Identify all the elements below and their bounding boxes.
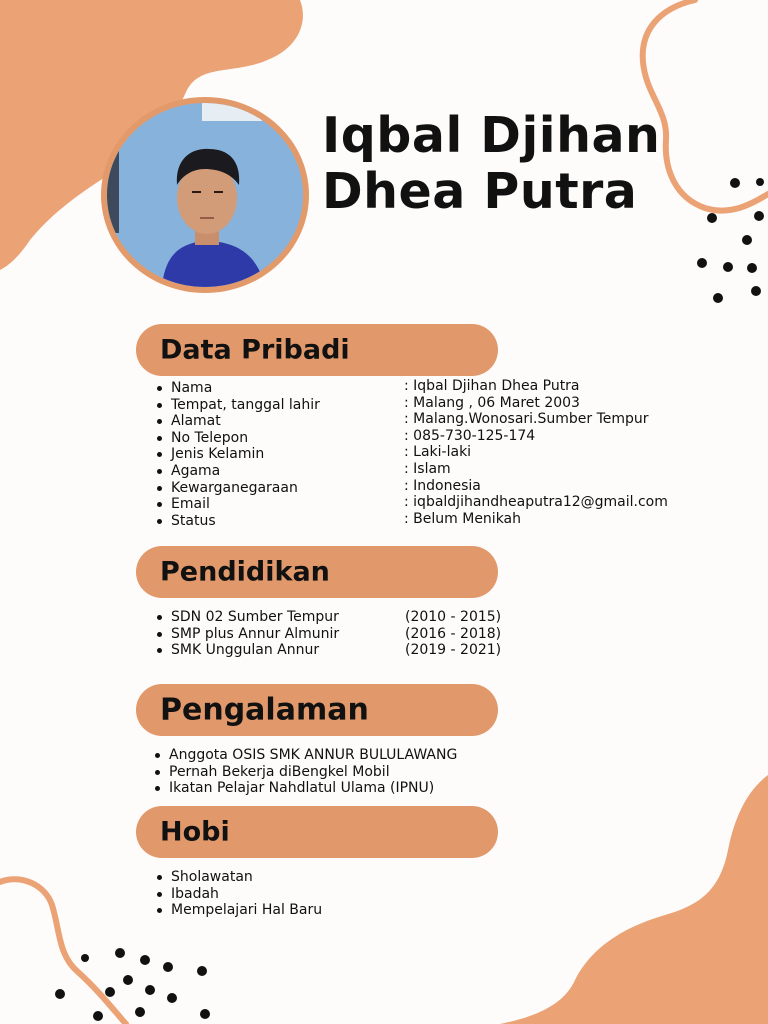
field-value: : Malang , 06 Maret 2003 [404,394,580,411]
profile-photo [101,97,309,293]
data-pribadi-labels [154,380,320,529]
school-name: SDN 02 Sumber Tempur [154,609,339,626]
section-hobi-header [136,806,498,858]
field-label: Kewarganegaraan [154,480,320,497]
full-name [322,108,702,220]
school-name: SMP plus Annur Almunir [154,626,339,643]
pendidikan-years [405,609,501,659]
section-title: Data Pribadi [160,334,350,366]
field-value: : Islam [404,460,451,477]
pendidikan-list [154,609,339,659]
school-years: (2019 - 2021) [405,642,502,659]
field-value: : Malang.Wonosari.Sumber Tempur [404,411,649,428]
top-right-dots [697,178,764,303]
name-line-1: Iqbal Djihan [322,107,661,164]
field-value: : Belum Menikah [404,510,522,527]
data-pribadi-values [404,378,668,527]
hobby-item: Ibadah [154,886,322,903]
field-value: : Iqbal Djihan Dhea Putra [404,378,580,394]
email-value: : iqbaldjihandheaputra12@gmail.com [404,494,668,511]
field-label: Status [154,513,320,530]
field-label: No Telepon [154,430,320,447]
field-label: Agama [154,463,320,480]
field-label: Jenis Kelamin [154,446,320,463]
field-label: Tempat, tanggal lahir [154,397,320,414]
section-pendidikan-header [136,546,498,598]
section-title: Pendidikan [160,556,330,588]
section-title: Pengalaman [160,692,369,728]
field-label: Email [154,496,320,513]
field-value: : Laki-laki [404,444,472,461]
bottom-right-blob [500,775,768,1024]
hobby-item: Mempelajari Hal Baru [154,902,322,919]
field-value: : 085-730-125-174 [404,427,536,444]
field-value: : Indonesia [404,477,481,494]
experience-item: Anggota OSIS SMK ANNUR BULULAWANG [152,747,457,764]
pengalaman-list [152,747,457,797]
school-years: (2016 - 2018) [405,625,502,642]
section-title: Hobi [160,816,230,848]
bottom-left-squiggle [0,879,126,1024]
hobby-item: Sholawatan [154,869,322,886]
experience-item: Ikatan Pelajar Nahdlatul Ulama (IPNU) [152,780,457,797]
hobi-list [154,869,322,919]
section-pengalaman-header [136,684,498,736]
school-years: (2010 - 2015) [405,609,502,625]
field-label: Alamat [154,413,320,430]
profile-photo-illustration [107,103,303,287]
experience-item: Pernah Bekerja diBengkel Mobil [152,764,457,781]
field-label: Nama [154,380,320,397]
section-data-pribadi-header [136,324,498,376]
school-name: SMK Unggulan Annur [154,642,339,659]
bottom-left-dots [55,948,210,1021]
name-line-2: Dhea Putra [322,163,638,220]
